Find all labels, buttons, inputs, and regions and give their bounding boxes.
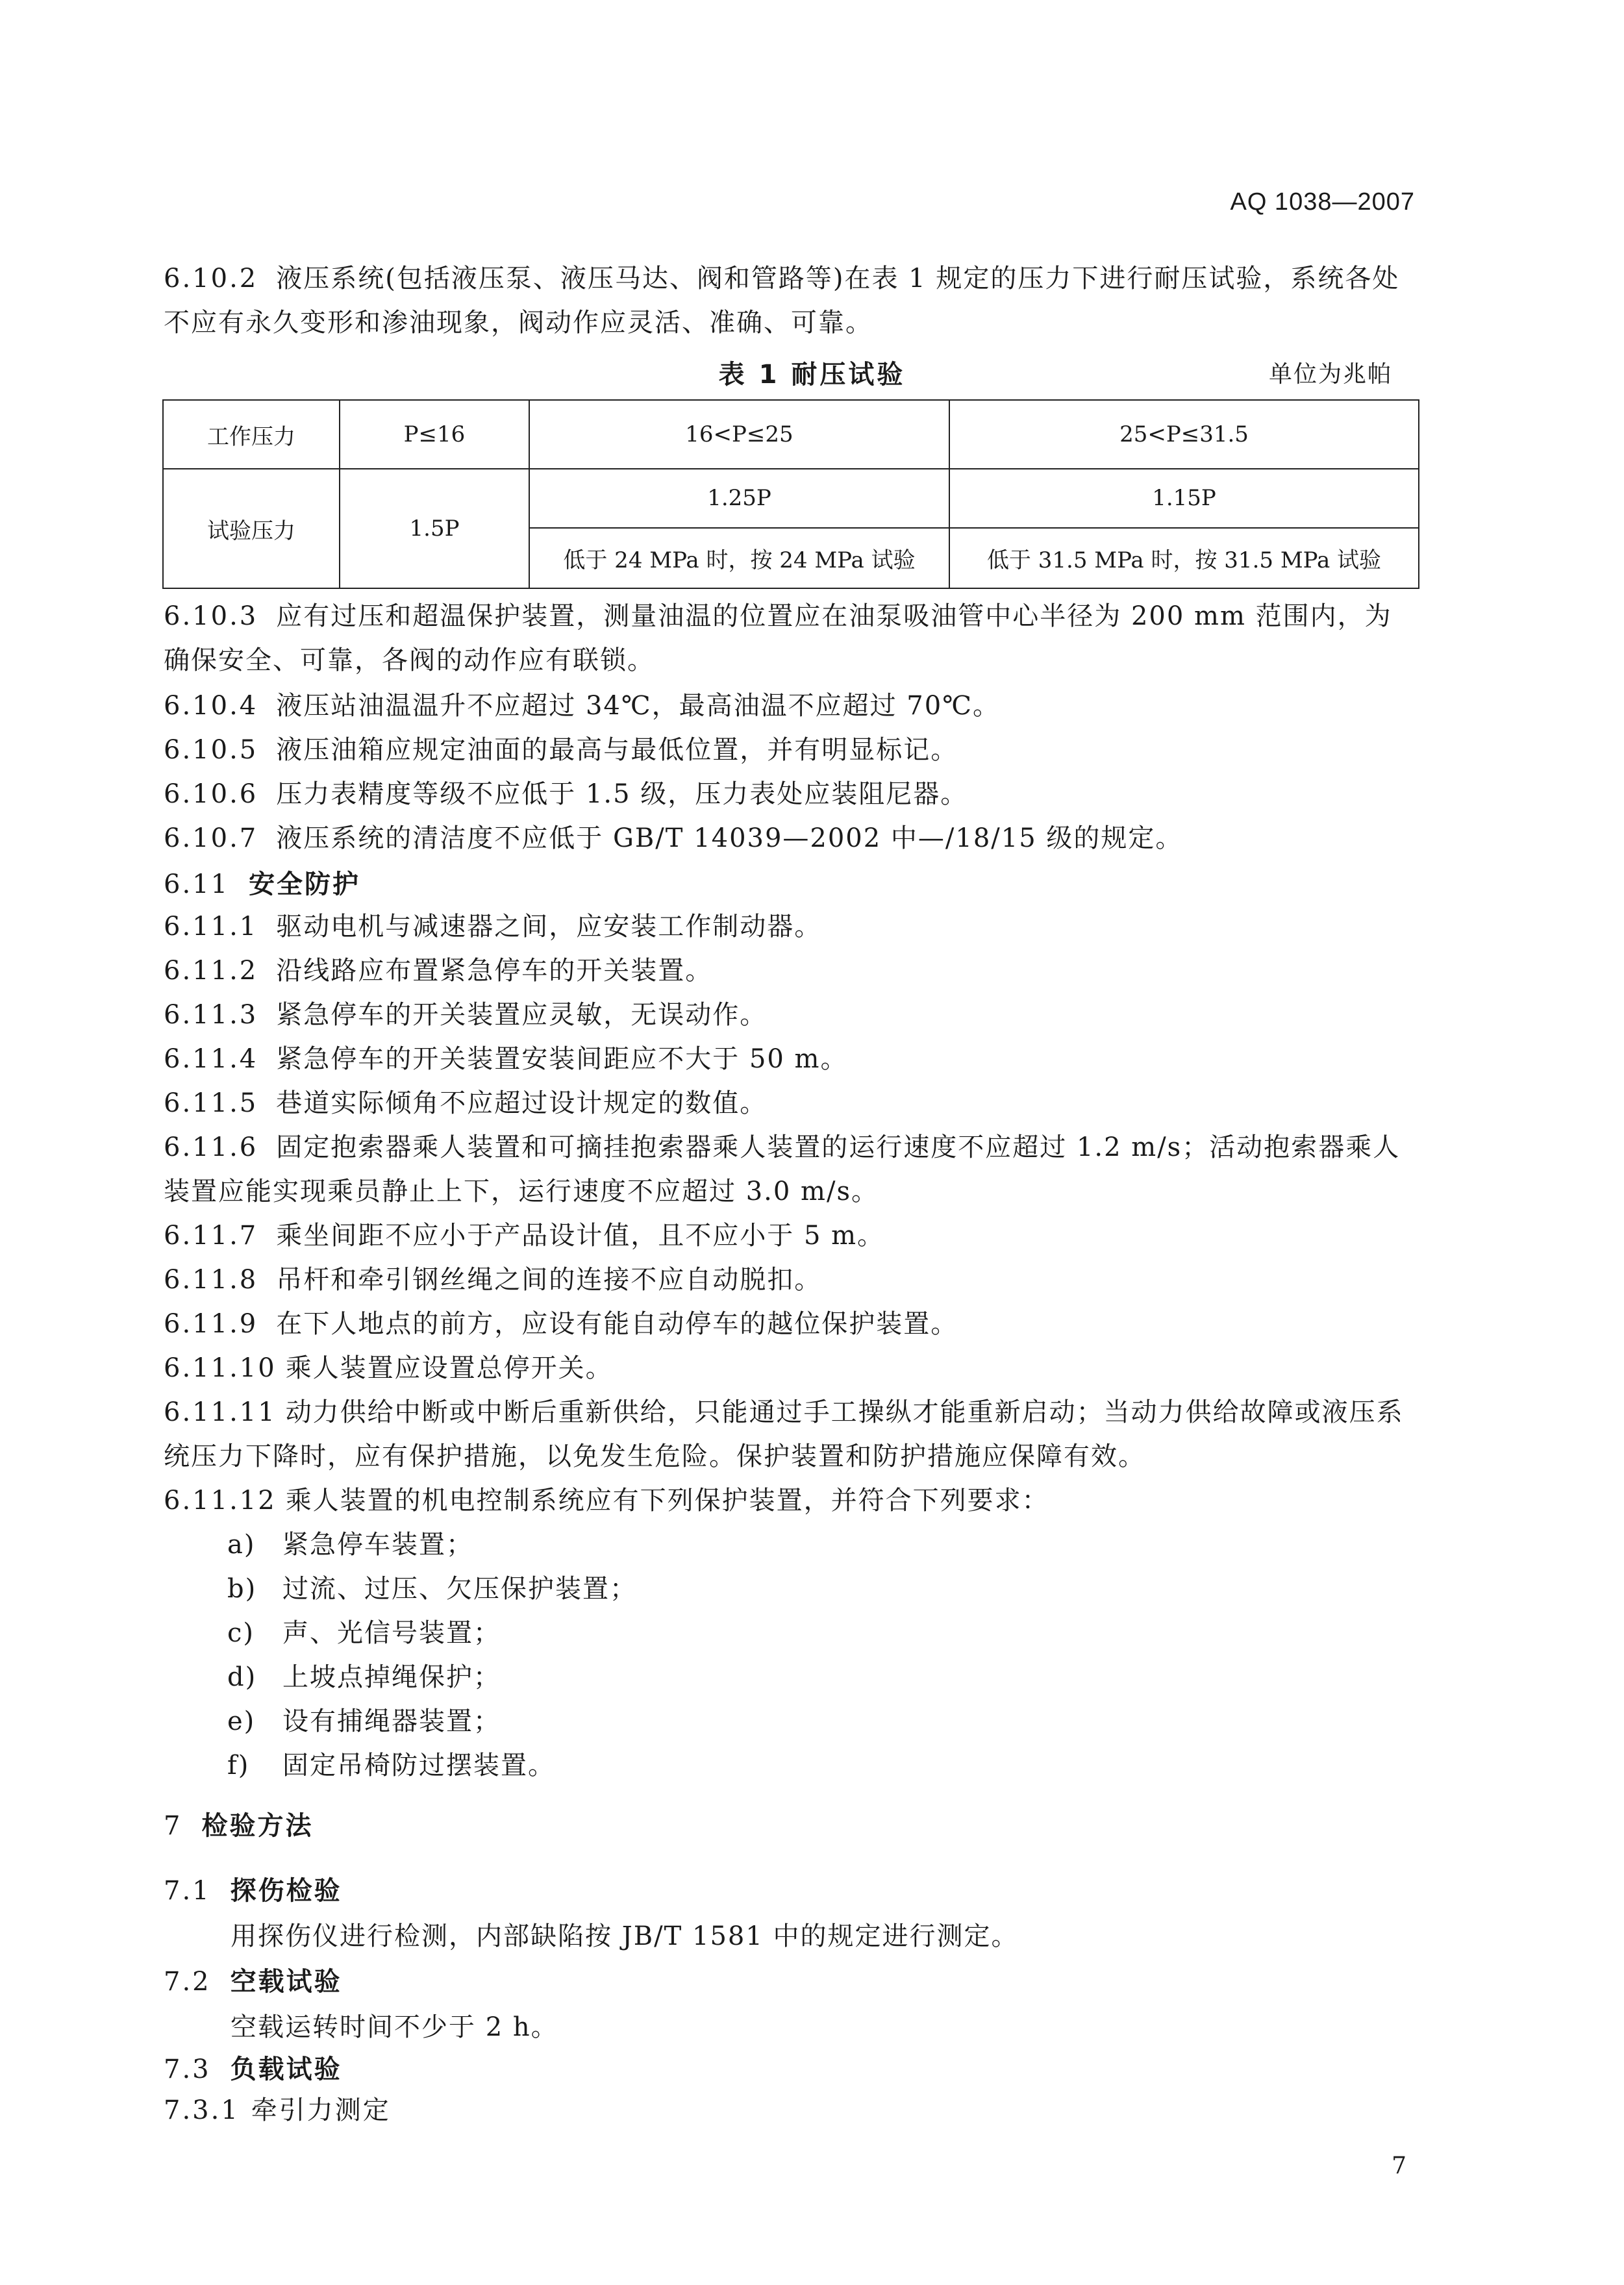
clause-text: 乘人装置应设置总停开关。 [285, 1353, 613, 1383]
clause-number: 6.11.7 [164, 1221, 258, 1251]
clause-text: 固定抱索器乘人装置和可摘挂抱索器乘人装置的运行速度不应超过 1.2 m/s；活动抱索器乘人装置应能实现乘员静止上下，运行速度不应超过 3.0 m/s。 [164, 1132, 1401, 1206]
clause-6-11-5 [164, 1081, 1417, 1125]
clause-number: 6.10.5 [164, 735, 258, 765]
table-row [163, 400, 1419, 469]
clause-text: 液压油箱应规定油面的最高与最低位置，并有明显标记。 [276, 735, 958, 765]
clause-number: 6.10.2 [164, 264, 258, 293]
page-number: 7 [1392, 2153, 1406, 2179]
section-number: 7 [164, 1811, 182, 1841]
clause-number: 6.11.10 [164, 1353, 277, 1383]
section-title: 检验方法 [201, 1811, 314, 1841]
table-cell: 1.25P [529, 469, 949, 528]
clause-6-11-12 [164, 1479, 1417, 1523]
clause-text: 压力表精度等级不应低于 1.5 级，压力表处应装阻尼器。 [276, 779, 968, 809]
section-7-3-1 [164, 2090, 391, 2127]
section-number: 7.3.1 [164, 2095, 240, 2125]
clause-number: 6.11.6 [164, 1132, 258, 1162]
list-label: d) [227, 1662, 257, 1692]
list-label: a) [227, 1530, 256, 1560]
clause-6-10-5 [164, 728, 1417, 772]
clause-number: 6.11.4 [164, 1044, 258, 1074]
section-number: 7.1 [164, 1876, 211, 1906]
table-cell: 低于 24 MPa 时，按 24 MPa 试验 [529, 528, 949, 588]
clause-6-11-3 [164, 993, 1417, 1037]
clause-6-11-8 [164, 1258, 1417, 1302]
clause-text: 液压站油温温升不应超过 34℃，最高油温不应超过 70℃。 [276, 691, 1000, 721]
clause-number: 6.11.9 [164, 1309, 258, 1339]
section-7-3 [164, 2049, 342, 2086]
section-number: 7.3 [164, 2054, 211, 2084]
section-7-1 [164, 1870, 342, 1907]
table-cell: 低于 31.5 MPa 时，按 31.5 MPa 试验 [949, 528, 1419, 588]
list-label: f) [227, 1751, 250, 1780]
clause-text: 乘坐间距不应小于产品设计值，且不应小于 5 m。 [276, 1221, 885, 1251]
table-cell: 1.5P [340, 469, 529, 588]
section-title: 空载试验 [230, 1967, 342, 1997]
table-row [163, 469, 1419, 528]
list-text: 设有捕绳器装置； [282, 1706, 501, 1736]
table-cell: 16<P≤25 [529, 400, 949, 469]
clause-text: 液压系统的清洁度不应低于 GB/T 14039—2002 中—/18/15 级的规定。 [276, 823, 1183, 853]
clause-text: 在下人地点的前方，应设有能自动停车的越位保护装置。 [276, 1309, 958, 1339]
section-number: 6.11 [164, 869, 230, 899]
list-text: 固定吊椅防过摆装置。 [282, 1751, 555, 1780]
list-item [227, 1611, 501, 1655]
clause-text: 巷道实际倾角不应超过设计规定的数值。 [276, 1088, 768, 1118]
clause-6-11-4 [164, 1037, 1417, 1081]
clause-text: 驱动电机与减速器之间，应安装工作制动器。 [276, 912, 822, 942]
clause-number: 6.10.6 [164, 779, 258, 809]
table-cell: 工作压力 [163, 400, 340, 469]
list-item [227, 1743, 555, 1788]
list-label: e) [227, 1706, 256, 1736]
clause-6-10-4 [164, 684, 1417, 728]
table-caption: 表 1 耐压试验 [718, 360, 906, 390]
clause-6-11-9 [164, 1302, 1417, 1346]
clause-number: 6.10.4 [164, 691, 258, 721]
section-title: 探伤检验 [230, 1876, 342, 1906]
pressure-test-table [162, 399, 1419, 589]
section-title: 牵引力测定 [251, 2095, 391, 2125]
clause-text: 液压系统(包括液压泵、液压马达、阀和管路等)在表 1 规定的压力下进行耐压试验，系统各处不应有永久变形和渗油现象，阀动作应灵活、准确、可靠。 [164, 264, 1400, 338]
list-text: 上坡点掉绳保护； [282, 1662, 501, 1692]
clause-number: 6.11.2 [164, 956, 258, 986]
clause-6-11-6 [164, 1125, 1417, 1214]
clause-6-10-3 [164, 594, 1417, 682]
clause-number: 6.11.3 [164, 1000, 258, 1030]
table-cell: 试验压力 [163, 469, 340, 588]
clause-6-10-7 [164, 816, 1417, 860]
list-item [227, 1523, 473, 1567]
section-7 [164, 1805, 313, 1842]
clause-number: 6.11.12 [164, 1486, 277, 1516]
list-item [227, 1567, 637, 1611]
table-unit: 单位为兆帕 [1268, 361, 1392, 388]
clause-text: 动力供给中断或中断后重新供给，只能通过手工操纵才能重新启动；当动力供给故障或液压系统压力下降时，应有保护措施，以免发生危险。保护装置和防护措施应保障有效。 [164, 1397, 1404, 1471]
list-label: b) [227, 1574, 257, 1604]
clause-text: 吊杆和牵引钢丝绳之间的连接不应自动脱扣。 [276, 1265, 822, 1295]
clause-number: 6.10.7 [164, 823, 258, 853]
section-title: 安全防护 [249, 869, 361, 899]
list-text: 紧急停车装置； [282, 1530, 473, 1560]
section-7-1-text: 用探伤仪进行检测，内部缺陷按 JB/T 1581 中的规定进行测定。 [231, 1921, 1019, 1951]
section-6-11 [164, 864, 360, 901]
section-7-2-text: 空载运转时间不少于 2 h。 [231, 2012, 558, 2042]
list-label: c) [227, 1618, 255, 1648]
clause-6-10-2 [164, 256, 1417, 345]
clause-6-11-2 [164, 949, 1417, 993]
clause-6-11-11 [164, 1390, 1417, 1479]
list-text: 声、光信号装置； [282, 1618, 501, 1648]
list-item [227, 1655, 501, 1699]
standard-code: AQ 1038—2007 [1230, 188, 1415, 216]
table-cell: 25<P≤31.5 [949, 400, 1419, 469]
clause-6-10-6 [164, 772, 1417, 816]
list-item [227, 1699, 501, 1743]
clause-text: 紧急停车的开关装置安装间距应不大于 50 m。 [276, 1044, 848, 1074]
table-cell: P≤16 [340, 400, 529, 469]
clause-text: 应有过压和超温保护装置，测量油温的位置应在油泵吸油管中心半径为 200 mm 范围内，为确保安全、可靠，各阀的动作应有联锁。 [164, 601, 1392, 675]
clause-text: 紧急停车的开关装置应灵敏，无误动作。 [276, 1000, 768, 1030]
clause-text: 乘人装置的机电控制系统应有下列保护装置，并符合下列要求： [285, 1486, 1049, 1516]
clause-6-11-1 [164, 905, 1417, 949]
clause-number: 6.10.3 [164, 601, 258, 631]
section-number: 7.2 [164, 1967, 211, 1997]
clause-text: 沿线路应布置紧急停车的开关装置。 [276, 956, 713, 986]
clause-number: 6.11.1 [164, 912, 258, 942]
clause-number: 6.11.8 [164, 1265, 258, 1295]
list-text: 过流、过压、欠压保护装置； [282, 1574, 637, 1604]
table-cell: 1.15P [949, 469, 1419, 528]
clause-number: 6.11.11 [164, 1397, 277, 1427]
section-title: 负载试验 [230, 2054, 342, 2084]
clause-number: 6.11.5 [164, 1088, 258, 1118]
clause-6-11-10 [164, 1346, 1417, 1390]
clause-6-11-7 [164, 1214, 1417, 1258]
section-7-2 [164, 1961, 342, 1998]
